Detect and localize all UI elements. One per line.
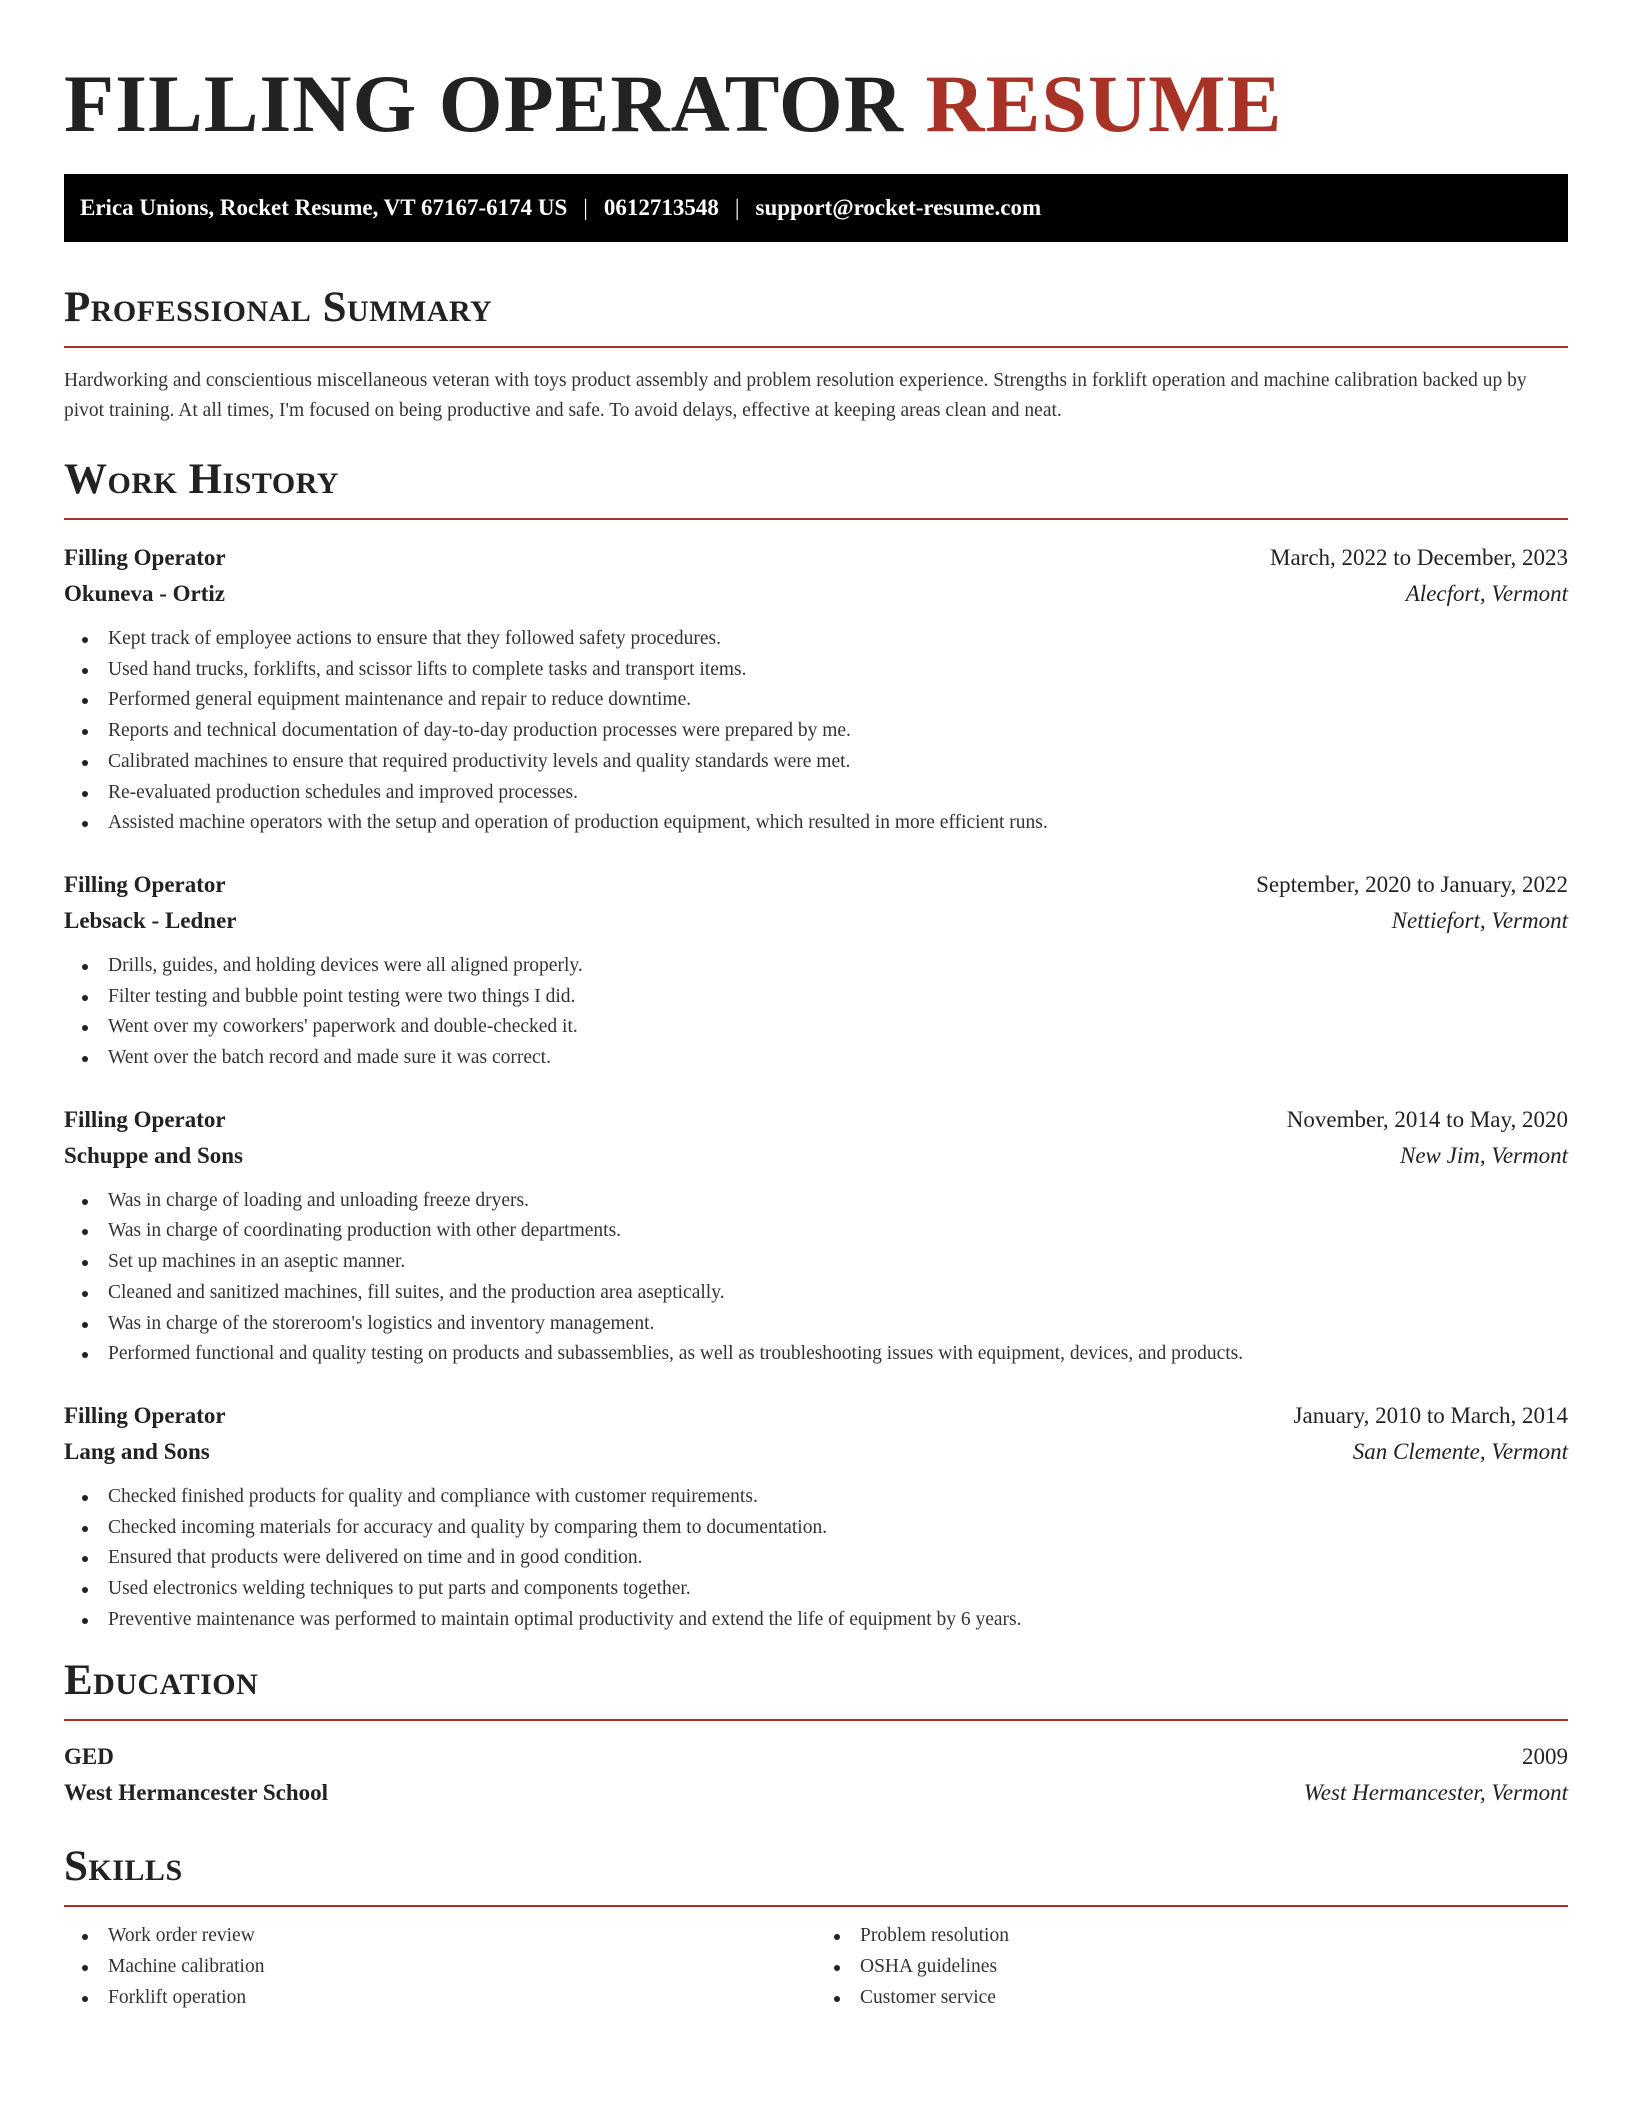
education-degree-row xyxy=(64,1739,1568,1775)
job-bullet: Kept track of employee actions to ensure that they followed safety procedures. xyxy=(64,624,1568,655)
section-heading-work-history: Work History xyxy=(64,456,339,503)
job-bullet: Calibrated machines to ensure that required productivity levels and quality standards were met. xyxy=(64,747,1568,778)
skills-column-left xyxy=(64,1921,816,2013)
skills-list xyxy=(64,1921,816,2013)
job-company: Lebsack - Ledner xyxy=(64,907,237,933)
job-dates: January, 2010 to March, 2014 xyxy=(1293,1402,1568,1428)
job-bullet: Ensured that products were delivered on time and in good condition. xyxy=(64,1543,1568,1574)
job-bullet: Used electronics welding techniques to put parts and components together. xyxy=(64,1574,1568,1605)
job-title: Filling Operator xyxy=(64,871,226,897)
job-header-row xyxy=(64,540,1568,576)
job-bullet: Went over the batch record and made sure it was correct. xyxy=(64,1043,1568,1074)
job-bullet: Was in charge of coordinating production with other departments. xyxy=(64,1216,1568,1247)
skills-section xyxy=(64,1841,1568,2013)
job-bullet-list xyxy=(64,1482,1568,1636)
job-company: Lang and Sons xyxy=(64,1438,210,1464)
job-bullet: Went over my coworkers' paperwork and double-checked it. xyxy=(64,1012,1568,1043)
skills-list xyxy=(816,1921,1568,2013)
job-header-row xyxy=(64,867,1568,903)
skills-grid xyxy=(64,1921,1568,2013)
contact-address: Erica Unions, Rocket Resume, VT 67167-6174 US xyxy=(80,195,568,220)
job-location: Alecfort, Vermont xyxy=(1405,581,1568,606)
summary-section xyxy=(64,282,1568,426)
job-entry xyxy=(64,867,1568,1074)
job-bullet-list xyxy=(64,624,1568,839)
job-company: Okuneva - Ortiz xyxy=(64,581,225,606)
section-heading-skills: Skills xyxy=(64,1843,183,1891)
job-dates: September, 2020 to January, 2022 xyxy=(1256,871,1568,897)
job-company-row xyxy=(64,1138,1568,1174)
job-bullet: Was in charge of loading and unloading freeze dryers. xyxy=(64,1186,1568,1217)
education-entry xyxy=(64,1739,1568,1811)
job-bullet-list xyxy=(64,951,1568,1074)
job-title: Filling Operator xyxy=(64,1402,226,1428)
job-bullet: Checked finished products for quality and compliance with customer requirements. xyxy=(64,1482,1568,1513)
contact-separator: | xyxy=(583,195,588,220)
skill-item: Machine calibration xyxy=(64,1952,816,1983)
title-accent: RESUME xyxy=(925,58,1283,149)
job-bullet: Used hand trucks, forklifts, and scissor lifts to complete tasks and transport items. xyxy=(64,655,1568,686)
job-company-row xyxy=(64,1434,1568,1470)
job-bullet: Filter testing and bubble point testing were two things I did. xyxy=(64,982,1568,1013)
title-main: FILLING OPERATOR xyxy=(64,58,904,149)
job-bullet: Set up machines in an aseptic manner. xyxy=(64,1247,1568,1278)
job-bullet: Cleaned and sanitized machines, fill suites, and the production area aseptically. xyxy=(64,1278,1568,1309)
education-year: 2009 xyxy=(1522,1744,1568,1770)
job-bullet: Checked incoming materials for accuracy and quality by comparing them to documentation. xyxy=(64,1513,1568,1544)
job-bullet: Was in charge of the storeroom's logistics and inventory management. xyxy=(64,1309,1568,1340)
skills-column-right xyxy=(816,1921,1568,2013)
section-heading-education: Education xyxy=(64,1657,259,1705)
job-entry xyxy=(64,1398,1568,1636)
contact-phone[interactable]: 0612713548 xyxy=(603,195,719,220)
job-dates: November, 2014 to May, 2020 xyxy=(1286,1106,1568,1132)
job-location: Nettiefort, Vermont xyxy=(1391,907,1568,933)
skill-item: OSHA guidelines xyxy=(816,1952,1568,1983)
section-divider xyxy=(64,1719,1568,1721)
skill-item: Work order review xyxy=(64,1921,816,1952)
section-divider xyxy=(64,346,1568,348)
section-divider xyxy=(64,1905,1568,1907)
job-bullet: Reports and technical documentation of day-to-day production processes were prepared by me. xyxy=(64,716,1568,747)
education-degree: GED xyxy=(64,1744,114,1770)
job-bullet: Re-evaluated production schedules and improved processes. xyxy=(64,778,1568,809)
job-dates: March, 2022 to December, 2023 xyxy=(1270,545,1568,570)
job-location: San Clemente, Vermont xyxy=(1352,1438,1568,1464)
job-entry xyxy=(64,1102,1568,1370)
job-header-row xyxy=(64,1102,1568,1138)
skill-item: Customer service xyxy=(816,1983,1568,2014)
summary-text: Hardworking and conscientious miscellaneous veteran with toys product assembly and problem resolution experience. Strengths in forklift operation and machine calibration backed up by pivot training. At all times, I'm focused on being productive and safe. To avoid delays, effective at keeping areas clean and neat. xyxy=(64,370,1527,421)
education-school: West Hermancester School xyxy=(64,1780,329,1806)
contact-email[interactable]: support@rocket-resume.com xyxy=(755,195,1042,220)
education-location: West Hermancester, Vermont xyxy=(1303,1780,1568,1806)
job-company-row xyxy=(64,903,1568,939)
job-bullet: Performed functional and quality testing on products and subassemblies, as well as troubleshooting issues with equipment, devices, and products. xyxy=(64,1339,1568,1370)
work-history-section xyxy=(64,454,1568,1635)
contact-separator: | xyxy=(734,195,740,220)
skill-item: Problem resolution xyxy=(816,1921,1568,1952)
job-bullet: Assisted machine operators with the setup and operation of production equipment, which resulted in more efficient runs. xyxy=(64,808,1568,839)
job-location: New Jim, Vermont xyxy=(1399,1142,1568,1168)
job-bullet: Performed general equipment maintenance and repair to reduce downtime. xyxy=(64,685,1568,716)
education-section xyxy=(64,1655,1568,1811)
section-divider xyxy=(64,518,1568,520)
job-bullet: Preventive maintenance was performed to maintain optimal productivity and extend the life of equipment by 6 years. xyxy=(64,1605,1568,1636)
job-header-row xyxy=(64,1398,1568,1434)
job-company: Schuppe and Sons xyxy=(64,1142,243,1168)
job-company-row xyxy=(64,576,1568,612)
education-school-row xyxy=(64,1775,1568,1811)
skill-item: Forklift operation xyxy=(64,1983,816,2014)
job-entry xyxy=(64,540,1568,839)
contact-bar xyxy=(64,174,1568,242)
job-bullet-list xyxy=(64,1186,1568,1370)
section-heading-summary: Professional Summary xyxy=(64,284,493,331)
job-title: Filling Operator xyxy=(64,1106,226,1132)
job-bullet: Drills, guides, and holding devices were all aligned properly. xyxy=(64,951,1568,982)
job-title: Filling Operator xyxy=(64,545,226,570)
resume-title xyxy=(64,0,1568,154)
